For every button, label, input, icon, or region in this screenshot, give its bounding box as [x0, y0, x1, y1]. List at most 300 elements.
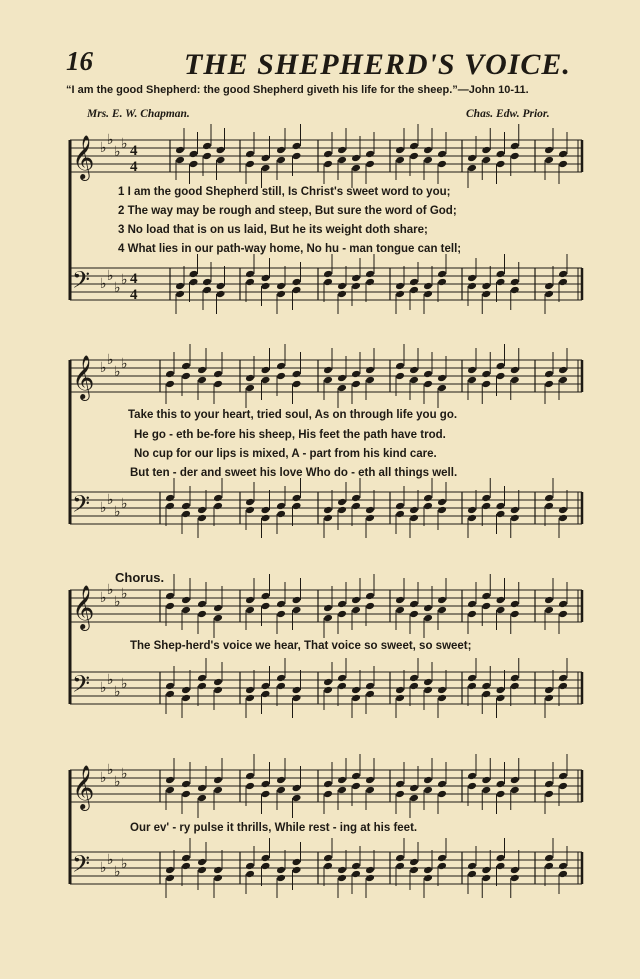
note-head	[245, 606, 255, 615]
note-head	[292, 784, 302, 793]
note-head	[423, 874, 433, 883]
note-head	[276, 372, 286, 381]
flat-sign: ♭	[107, 492, 114, 508]
note-head	[467, 274, 477, 283]
note-head	[337, 290, 347, 299]
flat-sign: ♭	[121, 356, 128, 372]
bass-clef: 𝄢	[72, 670, 91, 703]
note-head	[323, 278, 333, 287]
note-head	[409, 376, 419, 385]
note-head	[544, 282, 554, 291]
note-head	[351, 274, 361, 283]
flat-sign: ♭	[100, 770, 107, 786]
note-head	[423, 156, 433, 165]
note-head	[558, 160, 568, 169]
note-head	[496, 160, 506, 169]
note-head	[496, 790, 506, 799]
note-head	[213, 866, 223, 875]
note-head	[395, 780, 405, 789]
note-head	[276, 290, 286, 299]
note-head	[437, 278, 447, 287]
note-head	[496, 694, 506, 703]
note-head	[276, 674, 286, 683]
note-head	[544, 854, 554, 863]
note-head	[510, 866, 520, 875]
note-head	[365, 690, 375, 699]
flat-sign: ♭	[121, 272, 128, 288]
note-head	[510, 152, 520, 161]
note-head	[197, 784, 207, 793]
note-head	[395, 362, 405, 371]
note-head	[544, 494, 554, 503]
note-head	[165, 380, 175, 389]
note-head	[510, 506, 520, 515]
verse-3-line-1: 3 No load that is on us laid, But he its weight doth share;	[118, 224, 428, 236]
note-head	[181, 854, 191, 863]
note-head	[544, 156, 554, 165]
flat-sign: ♭	[114, 364, 121, 380]
note-head	[323, 270, 333, 279]
note-head	[496, 862, 506, 871]
note-head	[558, 506, 568, 515]
time-signature-top: 4	[130, 143, 138, 159]
note-head	[292, 866, 302, 875]
note-head	[261, 366, 271, 375]
note-head	[395, 790, 405, 799]
note-head	[197, 506, 207, 515]
note-head	[409, 600, 419, 609]
note-head	[481, 502, 491, 511]
note-head	[423, 686, 433, 695]
bass-clef: 𝄢	[72, 266, 91, 299]
note-head	[189, 160, 199, 169]
note-head	[365, 376, 375, 385]
note-head	[481, 786, 491, 795]
note-head	[197, 682, 207, 691]
note-head	[437, 498, 447, 507]
note-head	[337, 610, 347, 619]
note-head	[544, 780, 554, 789]
note-head	[337, 866, 347, 875]
note-head	[409, 682, 419, 691]
note-head	[481, 290, 491, 299]
note-head	[181, 372, 191, 381]
note-head	[467, 862, 477, 871]
note-head	[323, 862, 333, 871]
note-head	[365, 514, 375, 523]
note-head	[292, 380, 302, 389]
verse-4-line-1: 4 What lies in our path-way home, No hu - man tongue can tell;	[118, 243, 462, 255]
note-head	[323, 160, 333, 169]
note-head	[496, 686, 506, 695]
note-head	[261, 376, 271, 385]
note-head	[337, 674, 347, 683]
note-head	[496, 596, 506, 605]
note-head	[409, 794, 419, 803]
note-head	[323, 780, 333, 789]
verse-2-line-1: 2 The way may be rough and steep, But sure the word of God;	[118, 205, 457, 217]
note-head	[510, 610, 520, 619]
note-head	[395, 290, 405, 299]
note-head	[213, 494, 223, 503]
note-head	[261, 602, 271, 611]
note-head	[213, 502, 223, 511]
note-head	[213, 370, 223, 379]
note-head	[245, 270, 255, 279]
treble-clef: 𝄞	[72, 355, 95, 399]
time-signature-top: 4	[130, 271, 138, 287]
composer-credit: Chas. Edw. Prior.	[466, 108, 550, 120]
note-head	[323, 686, 333, 695]
note-head	[423, 380, 433, 389]
note-head	[181, 686, 191, 695]
note-head	[496, 270, 506, 279]
note-head	[423, 290, 433, 299]
note-head	[481, 866, 491, 875]
note-head	[337, 374, 347, 383]
note-head	[544, 596, 554, 605]
flat-sign: ♭	[100, 360, 107, 376]
note-head	[510, 786, 520, 795]
note-head	[365, 278, 375, 287]
note-head	[510, 674, 520, 683]
flat-sign: ♭	[114, 864, 121, 880]
flat-sign: ♭	[107, 762, 114, 778]
note-head	[292, 694, 302, 703]
note-head	[213, 874, 223, 883]
flat-sign: ♭	[114, 144, 121, 160]
note-head	[323, 514, 333, 523]
note-head	[245, 150, 255, 159]
note-head	[181, 362, 191, 371]
note-head	[437, 374, 447, 383]
note-head	[510, 682, 520, 691]
note-head	[213, 604, 223, 613]
note-head	[467, 782, 477, 791]
note-head	[423, 866, 433, 875]
note-head	[245, 384, 255, 393]
note-head	[496, 854, 506, 863]
note-head	[437, 780, 447, 789]
note-head	[245, 686, 255, 695]
note-head	[292, 370, 302, 379]
note-head	[351, 502, 361, 511]
note-head	[558, 376, 568, 385]
note-head	[481, 156, 491, 165]
note-head	[467, 506, 477, 515]
note-head	[261, 514, 271, 523]
note-head	[496, 278, 506, 287]
time-signature-bottom: 4	[130, 287, 138, 303]
flat-sign: ♭	[100, 276, 107, 292]
note-head	[481, 494, 491, 503]
note-head	[558, 278, 568, 287]
note-head	[365, 270, 375, 279]
note-head	[437, 150, 447, 159]
note-head	[496, 510, 506, 519]
note-head	[395, 510, 405, 519]
note-head	[216, 156, 226, 165]
note-head	[409, 858, 419, 867]
flat-sign: ♭	[121, 136, 128, 152]
note-head	[337, 776, 347, 785]
note-head	[292, 502, 302, 511]
note-head	[245, 772, 255, 781]
flat-sign: ♭	[121, 856, 128, 872]
note-head	[395, 156, 405, 165]
note-head	[351, 772, 361, 781]
note-head	[276, 776, 286, 785]
note-head	[292, 142, 302, 151]
note-head	[216, 282, 226, 291]
bass-clef: 𝄢	[72, 490, 91, 523]
note-head	[481, 602, 491, 611]
note-head	[337, 156, 347, 165]
note-head	[409, 366, 419, 375]
note-head	[409, 152, 419, 161]
note-head	[544, 502, 554, 511]
note-head	[165, 866, 175, 875]
note-head	[245, 870, 255, 879]
note-head	[496, 780, 506, 789]
note-head	[261, 854, 271, 863]
note-head	[245, 694, 255, 703]
note-head	[437, 854, 447, 863]
note-head	[245, 498, 255, 507]
note-head	[276, 502, 286, 511]
note-head	[481, 776, 491, 785]
note-head	[558, 270, 568, 279]
note-head	[409, 514, 419, 523]
note-head	[292, 686, 302, 695]
page-number: 16	[66, 46, 93, 76]
note-head	[292, 494, 302, 503]
note-head	[261, 274, 271, 283]
note-head	[395, 282, 405, 291]
note-head	[365, 150, 375, 159]
note-head	[437, 506, 447, 515]
note-head	[197, 514, 207, 523]
note-head	[245, 374, 255, 383]
note-head	[292, 606, 302, 615]
note-head	[261, 592, 271, 601]
note-head	[467, 610, 477, 619]
flat-sign: ♭	[107, 852, 114, 868]
note-head	[409, 866, 419, 875]
note-head	[423, 786, 433, 795]
note-head	[276, 600, 286, 609]
note-head	[165, 874, 175, 883]
note-head	[197, 866, 207, 875]
note-head	[245, 160, 255, 169]
note-head	[197, 600, 207, 609]
flat-sign: ♭	[107, 672, 114, 688]
note-head	[351, 154, 361, 163]
flat-sign: ♭	[114, 504, 121, 520]
flat-sign: ♭	[100, 860, 107, 876]
note-head	[544, 146, 554, 155]
note-head	[165, 682, 175, 691]
flat-sign: ♭	[121, 586, 128, 602]
note-head	[197, 674, 207, 683]
note-head	[467, 164, 477, 173]
note-head	[467, 772, 477, 781]
note-head	[245, 506, 255, 515]
note-head	[323, 614, 333, 623]
note-head	[510, 874, 520, 883]
note-head	[351, 606, 361, 615]
note-head	[213, 678, 223, 687]
flat-sign: ♭	[121, 496, 128, 512]
flat-sign: ♭	[114, 594, 121, 610]
note-head	[351, 862, 361, 871]
note-head	[510, 600, 520, 609]
flat-sign: ♭	[114, 684, 121, 700]
note-head	[558, 610, 568, 619]
note-head	[437, 606, 447, 615]
note-head	[261, 506, 271, 515]
note-head	[323, 376, 333, 385]
treble-clef: 𝄞	[72, 135, 95, 179]
note-head	[423, 146, 433, 155]
note-head	[202, 278, 212, 287]
note-head	[175, 146, 185, 155]
note-head	[496, 150, 506, 159]
note-head	[323, 366, 333, 375]
note-head	[496, 606, 506, 615]
note-head	[292, 596, 302, 605]
note-head	[351, 282, 361, 291]
note-head	[544, 862, 554, 871]
note-head	[395, 686, 405, 695]
note-head	[181, 790, 191, 799]
note-head	[437, 790, 447, 799]
flat-sign: ♭	[107, 132, 114, 148]
note-head	[467, 600, 477, 609]
verse-3-line-2: No cup for our lips is mixed, A - part from his kind care.	[134, 448, 437, 460]
note-head	[213, 786, 223, 795]
note-head	[467, 870, 477, 879]
note-head	[481, 282, 491, 291]
note-head	[437, 686, 447, 695]
note-head	[558, 772, 568, 781]
note-head	[481, 690, 491, 699]
note-head	[558, 862, 568, 871]
note-head	[395, 862, 405, 871]
note-head	[365, 682, 375, 691]
note-head	[337, 146, 347, 155]
note-head	[292, 278, 302, 287]
note-head	[213, 686, 223, 695]
note-head	[558, 870, 568, 879]
note-head	[365, 160, 375, 169]
note-head	[175, 290, 185, 299]
note-head	[481, 380, 491, 389]
note-head	[351, 494, 361, 503]
note-head	[395, 854, 405, 863]
note-head	[365, 592, 375, 601]
note-head	[481, 592, 491, 601]
note-head	[409, 674, 419, 683]
note-head	[165, 690, 175, 699]
note-head	[181, 502, 191, 511]
note-head	[337, 498, 347, 507]
hymn-title: THE SHEPHERD'S VOICE.	[184, 48, 571, 81]
note-head	[337, 786, 347, 795]
note-head	[181, 606, 191, 615]
note-head	[323, 506, 333, 515]
note-head	[351, 596, 361, 605]
note-head	[423, 614, 433, 623]
note-head	[165, 786, 175, 795]
note-head	[323, 604, 333, 613]
note-head	[197, 366, 207, 375]
note-head	[409, 286, 419, 295]
note-head	[365, 874, 375, 883]
note-head	[276, 362, 286, 371]
chorus-line-2: Our ev' - ry pulse it thrills, While rest - ing at his feet.	[130, 822, 418, 834]
flat-sign: ♭	[100, 140, 107, 156]
note-head	[423, 502, 433, 511]
flat-sign: ♭	[100, 500, 107, 516]
note-head	[323, 678, 333, 687]
note-head	[510, 366, 520, 375]
note-head	[510, 286, 520, 295]
note-head	[337, 874, 347, 883]
flat-sign: ♭	[121, 766, 128, 782]
note-head	[202, 152, 212, 161]
note-head	[165, 776, 175, 785]
note-head	[467, 682, 477, 691]
note-head	[181, 862, 191, 871]
note-head	[544, 380, 554, 389]
note-head	[351, 164, 361, 173]
note-head	[292, 286, 302, 295]
flat-sign: ♭	[121, 676, 128, 692]
note-head	[276, 874, 286, 883]
note-head	[409, 610, 419, 619]
note-head	[395, 502, 405, 511]
note-head	[423, 678, 433, 687]
note-head	[395, 694, 405, 703]
note-head	[423, 370, 433, 379]
note-head	[323, 854, 333, 863]
note-head	[365, 366, 375, 375]
treble-clef: 𝄞	[72, 585, 95, 629]
note-head	[181, 694, 191, 703]
note-head	[245, 782, 255, 791]
note-head	[181, 780, 191, 789]
note-head	[423, 604, 433, 613]
flat-sign: ♭	[114, 280, 121, 296]
note-head	[558, 600, 568, 609]
chorus-label: Chorus.	[115, 570, 165, 585]
bass-clef: 𝄢	[72, 850, 91, 883]
note-head	[197, 610, 207, 619]
note-head	[544, 686, 554, 695]
note-head	[276, 146, 286, 155]
note-head	[261, 790, 271, 799]
note-head	[261, 164, 271, 173]
note-head	[496, 502, 506, 511]
note-head	[544, 606, 554, 615]
note-head	[337, 600, 347, 609]
note-head	[202, 286, 212, 295]
note-head	[467, 514, 477, 523]
note-head	[261, 780, 271, 789]
note-head	[292, 858, 302, 867]
verse-1-line-2: Take this to your heart, tried soul, As on through life you go.	[128, 409, 458, 421]
